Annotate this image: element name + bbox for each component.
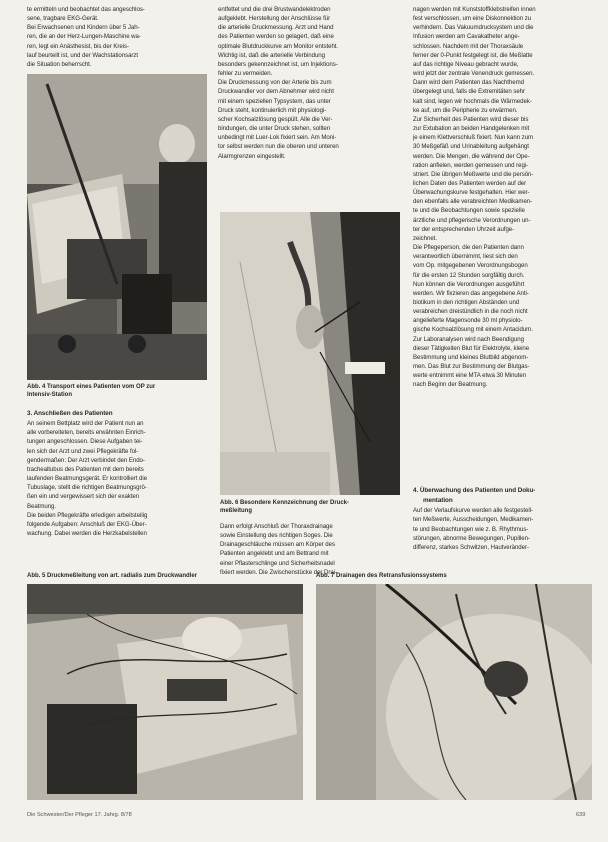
- text-line: folgende Aufgaben: Anschluß der EKG-Über-: [27, 520, 147, 528]
- text-line: Dann wird dem Patienten das Nachthemd: [413, 79, 524, 87]
- text-line: ßen ein und vergewissert sich der exakten: [27, 493, 140, 501]
- figure-7-photo: [316, 584, 592, 800]
- text-line: Druckwandler vor dem Abnehmer wird nicht: [218, 88, 334, 96]
- text-line: te und Beobachtungen wie z. B. Rhythmus-: [413, 525, 529, 533]
- figure-7-caption: Abb. 7 Drainagen des Retransfusionssystems: [316, 573, 447, 579]
- text-line: Überwachungskurve festgehalten. Hier wer-: [413, 189, 530, 197]
- text-line: trachealtubus des Patienten mit dem bereits: [27, 465, 144, 473]
- text-line: Bei Erwachsenen und Kindern über 5 Jah-: [27, 24, 140, 32]
- text-line: Drainageschläuche müssen am Körper des: [220, 541, 335, 549]
- figure-6-caption: [220, 499, 349, 515]
- text-line: fixiert werden. Die Zwischenstücke der Drai-: [220, 568, 338, 576]
- text-line: Die Druckmessung von der Arterie bis zum: [218, 79, 332, 87]
- text-line: ter der entsprechenden Uhrzeit aufge-: [413, 225, 515, 233]
- text-line: Nun können die Verordnungen ausgeführt: [413, 280, 525, 288]
- section-4-heading: 4. Überwachung des Patienten und Doku-: [413, 487, 536, 494]
- text-line: Patienten angeklebt und am Bettrand mit: [220, 550, 329, 558]
- text-line: ration anfielen, werden gemessen und regi-: [413, 161, 529, 169]
- text-line: entfettet und die drei Brustwandelektroden: [218, 6, 331, 13]
- text-line: tor selbst werden nun die oberen und unteren: [218, 143, 339, 151]
- figure-5-photo: [27, 584, 303, 800]
- section-3-heading: 3. Anschließen des Patienten: [27, 410, 113, 417]
- text-line: Bestimmung und kleines Blutbild abgenom-: [413, 353, 529, 361]
- column-3-bottom: [413, 482, 595, 552]
- text-line: vom Op. mitgegebenen Verordnungsbogen: [413, 262, 528, 270]
- text-line: gendermaßen: Der Arzt verbindet den Endo-: [27, 456, 145, 464]
- text-line: differenz, starkes Schwitzen, Hautveränder-: [413, 543, 529, 551]
- figure-5-caption: Abb. 5 Druckmeßleitung von art. radialis zum Druckwandler: [27, 573, 198, 579]
- text-line: werte entnimmt eine MTA etwa 30 Minuten: [413, 372, 527, 380]
- text-line: die arterielle Druckmessung. Arzt und Hand: [218, 24, 334, 32]
- text-line: laufenden Beatmungsgerät. Er kontrolliert die: [27, 475, 148, 483]
- caption-line: Abb. 4 Transport eines Patienten vom OP zur: [27, 384, 156, 390]
- text-line: ren, die an der Herz-Lungen-Maschine wa-: [27, 33, 141, 41]
- text-line: optimale Blutdruckkurve am Monitor entsteht.: [218, 42, 339, 50]
- text-line: ren, legt ein Anästhesist, bis der Kreis-: [27, 42, 129, 50]
- caption-line: meßleitung: [220, 508, 253, 514]
- text-line: die Situation beherrscht.: [27, 60, 92, 68]
- text-line: alle vorbereiteten, bereits erwähnten Einrich-: [27, 429, 146, 437]
- text-line: gische Kochsalzlösung mit einem Antacidum.: [413, 326, 533, 334]
- section-4-heading-cont: mentation: [423, 497, 453, 505]
- text-line: werden. Wir fixzieren das angegebene Anti-: [413, 289, 529, 297]
- text-line: kalt sind, legen wir hochmals die Wärmedek-: [413, 97, 532, 105]
- text-line: ten Meßwerte, Ausscheidungen, Medikamen-: [413, 516, 534, 524]
- text-line: je einem Klettverschluß fixiert. Nun kann zum: [413, 134, 534, 142]
- footer-journal: Die Schwester/Der Pfleger 17. Jahrg. 8/78: [27, 812, 132, 818]
- text-line: bindungen, die unter Druck stehen, sollten: [218, 125, 331, 133]
- column-1-bottom: [27, 405, 207, 538]
- text-line: 30 Meßgefäß und Urinableitung aufgehängt: [413, 143, 529, 151]
- text-line: übergelegt und, falls die Extremitäten sehr: [413, 88, 526, 96]
- text-line: biotikum in den richtigen Abständen und: [413, 299, 520, 306]
- text-line: Druck steht, kontinuierlich mit physiologi-: [218, 106, 327, 114]
- figure-6-photo: [220, 212, 400, 495]
- text-line: wachung. Dabei werden die Herzkabelstellen: [27, 530, 147, 538]
- text-line: ärztliche und pflegerische Verordnungen un-: [413, 216, 531, 224]
- text-line: mit einem speziellen Typsystem, das unter: [218, 97, 331, 105]
- text-line: lauf beurteilt ist, und der Wachstationsarzt: [27, 51, 139, 59]
- text-line: besonders gekennzeichnet ist, um Injektions-: [218, 60, 338, 68]
- text-line: Auf der Verlaufskurve werden alle festgestell-: [413, 507, 533, 515]
- page-number: 639: [576, 812, 586, 818]
- text-line: verabreichen dreistündlich in die noch nicht: [413, 308, 528, 316]
- text-line: Wichtig ist, daß die arterielle Verbindung: [218, 51, 325, 59]
- text-line: lichen Daten des Patienten werden auf der: [413, 179, 527, 187]
- text-line: Tubuslage, stellt die richtigen Beatmungsgrö-: [27, 484, 147, 492]
- text-line: Die Pflegeperson, die den Patienten dann: [413, 244, 524, 252]
- text-line: aufgeklebt. Herstellung der Anschlüsse für: [218, 15, 331, 23]
- text-line: Zur Laboranalysen wird nach Beendigung: [413, 335, 524, 343]
- text-line: schlossen. Nachdem mit der Thoraxsäule: [413, 42, 524, 50]
- text-line: unbedingt mit Luer-Lok fixiert sein. Am Moni-: [218, 134, 337, 142]
- text-line: dieser Tätigkeiten Blut für Elektrolyte, kleine: [413, 344, 530, 352]
- text-line: striert. Die übrigen Meßwerte und die persön-: [413, 170, 534, 178]
- text-line: nach Beginn der Beatmung.: [413, 381, 488, 389]
- text-line: des Patienten werden so gelagert, daß eine: [218, 33, 334, 41]
- text-line: störungen, abnorme Bewegungen, Pupillen-: [413, 534, 530, 542]
- text-line: fehler zu vermeiden.: [218, 70, 273, 78]
- text-line: sowie Einstellung des richtigen Soges. Die: [220, 532, 333, 540]
- text-line: den ebenfalls alle verabreichten Medikamen-: [413, 198, 533, 206]
- text-line: einer Pflasterschlinge und Sicherheitsnadel: [220, 559, 335, 567]
- text-line: ferner der 0-Punkt festgelegt ist, die Meßlatte: [413, 51, 533, 59]
- text-line: zur Extubation an beiden Handgelenken mit: [413, 125, 530, 133]
- text-line: ke auf, um die Peripherie zu erwärmen.: [413, 106, 518, 114]
- text-line: zeichnet.: [413, 234, 437, 242]
- text-line: Beatmung.: [27, 502, 57, 510]
- text-line: men. Das Blut zur Bestimmung der Blutgas-: [413, 363, 530, 371]
- text-line: nagen werden mit Kunststoffklebstreifen innen: [413, 6, 536, 13]
- text-line: sene, tragbare EKG-Gerät.: [27, 15, 99, 23]
- text-line: te und die Beobachtungen sowie spezielle: [413, 207, 525, 215]
- text-line: fest verschlossen, um eine Diskonnektion zu: [413, 15, 532, 23]
- text-line: wird jetzt der zentrale Venendruck gemessen.: [413, 70, 535, 78]
- text-line: werden. Die Mengen, die während der Ope-: [413, 152, 530, 160]
- text-line: Alarmgrenzen eingestellt.: [218, 152, 286, 160]
- caption-line: Intensiv-Station: [27, 392, 73, 398]
- text-line: An seinem Bettplatz wird der Patient nun an: [27, 420, 144, 428]
- text-line: Dann erfolgt Anschluß der Thoraxdrainage: [220, 523, 333, 530]
- text-line: len sich der Arzt und zwei Pflegekräfte fol-: [27, 447, 139, 455]
- column-2-top: [218, 5, 401, 161]
- text-line: Die beiden Pflegekräfte erledigen arbeitsteilig: [27, 511, 148, 519]
- text-line: verantwortlich übernimmt, liest sich den: [413, 253, 518, 261]
- text-line: te ermitteln und beobachtet das angeschlos-: [27, 6, 145, 13]
- caption-line: Abb. 6 Besondere Kennzeichnung der Druck-: [220, 500, 350, 506]
- column-3-top: [413, 5, 595, 390]
- text-line: angelieferte Magensonde 30 ml physiolo-: [413, 317, 523, 325]
- figure-4-photo: [27, 74, 207, 380]
- column-2-bottom: [220, 522, 403, 577]
- column-1-top: [27, 5, 207, 69]
- text-line: Zur Sicherheit des Patienten wird dieser bis: [413, 115, 529, 123]
- text-line: scher Kochsalzlösung gespült. Alle die Ver-: [218, 115, 333, 123]
- text-line: Infusion werden am Cavakatheter ange-: [413, 33, 520, 41]
- figure-4-caption: [27, 383, 155, 399]
- text-line: auf das richtige Niveau gebracht wurde,: [413, 60, 519, 68]
- text-line: tungen angeschlossen. Diese Aufgaben tei-: [27, 438, 143, 446]
- text-line: für die ersten 12 Stunden sorgfältig durch.: [413, 271, 525, 279]
- text-line: verhindern. Das Vakuumdrucksystem und die: [413, 24, 534, 32]
